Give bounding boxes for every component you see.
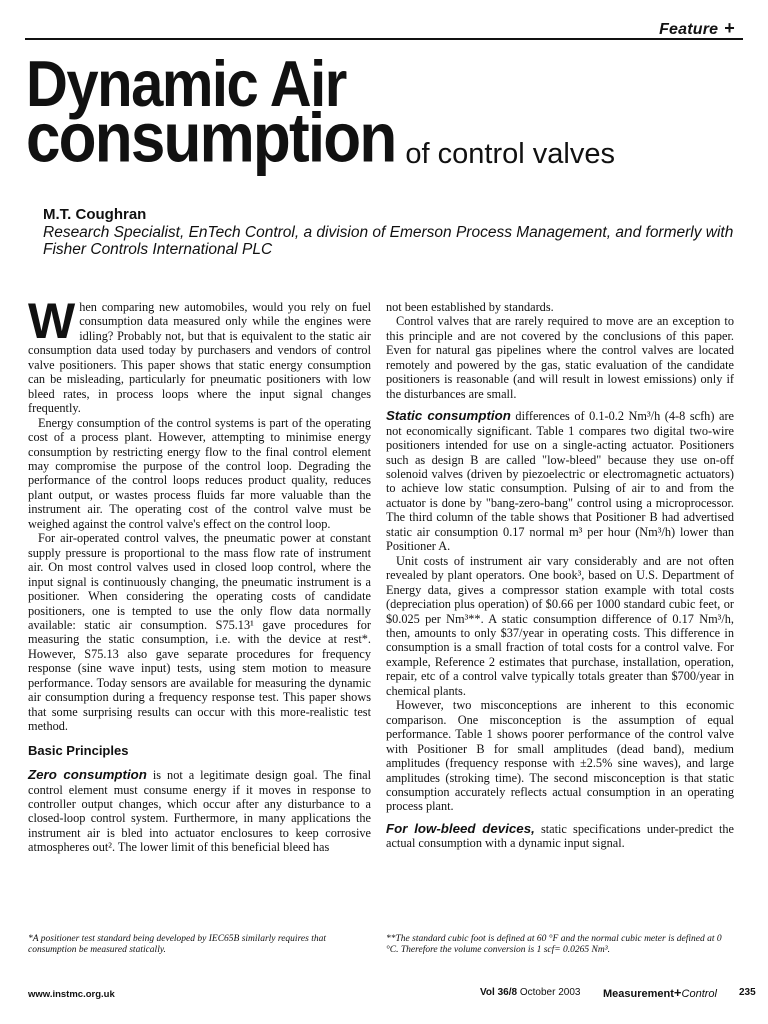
intro-text: hen comparing new automobiles, would you rely on fuel consumption data measured only while the engines were idling? Probably not, but that is equivalent to the static air consumption data used today by purchasers and vendors of control valve positioners. This paper shows that static energy consumption can be misleading, particularly for pneumatic positioners with low bleed rates, in process loops where the input signal changes frequently. — [28, 300, 371, 416]
paragraph: Unit costs of instrument air vary considerably and are not often revealed by plant operators. One book³, based on U.S. Department of Energy data, gives a compressor station example with total costs (depreciation plus operation) of $0.66 per 1000 standard cubic feet, or $0.025 per Nm³**. A static consumption difference of 0.17 Nm³/h, then, amounts to only $37/year in operating costs. This difference in consumption is a small fraction of total costs for a control valve. For example, Reference 2 estimates that purchase, installation, operation, repair, etc of a control valve typically totals greater than $700/year in chemical plants. — [386, 553, 734, 698]
paragraph — [28, 768, 371, 855]
paragraph — [386, 822, 734, 851]
footer-issue — [480, 987, 580, 998]
author-affiliation: Research Specialist, EnTech Control, a division of Emerson Process Management, and formerly with Fisher Controls International PLC — [43, 224, 734, 258]
section-label — [659, 18, 735, 39]
author-name: M.T. Coughran — [43, 206, 147, 223]
right-column — [386, 300, 734, 851]
runin-heading: Static consumption — [386, 408, 511, 424]
section-name: Feature — [659, 21, 719, 38]
paragraph-text: static specifications under-predict the actual consumption with a dynamic input signal. — [386, 821, 734, 851]
paragraph: For air-operated control valves, the pneumatic power at constant supply pressure is proportional to the mass flow rate of instrument air. On most control valves used in closed loop control, where the input signal is continuously changing, the pneumatic instrument is a positioner. When considering the operating costs of candidate positioners, one is tempted to use the only flow data normally available: static air consumption. S75.13¹ gave procedures for measuring the static consumption, i.e. with the device at rest*. However, S75.13 also gave separate procedures for frequency response (sine wave input) tests, using stem motion to measure performance. Today sensors are available for measuring the dynamic air consumption during a frequency response test. This paper shows that some surprising results can occur with this more-realistic test method. — [28, 531, 371, 734]
magazine-name-measurement: Measurement — [603, 988, 674, 1000]
title-line-2 — [26, 100, 615, 178]
paragraph-text: is not a legitimate design goal. The final control element must consume energy if it moves in response to controller output changes, which occur after any disturbance to a closed-loop control system. Furthermore, in many applications the instrument air is bled into actuator enclosures to keep corrosive atmospheres out². The lower limit of this beneficial bleed has — [28, 768, 372, 855]
footnote-right: **The standard cubic foot is defined at 60 °F and the normal cubic meter is defined at 0 °C. Therefore the volume conversion is 1 scf= 0.0265 Nm³. — [386, 934, 722, 955]
paragraph: However, two misconceptions are inherent to this economic comparison. One misconception is the assumption of equal performance. Table 1 shows poorer performance of the control valve with Positioner B for small amplitudes (dead band), medium amplitudes (frequency response with ±2.5% sine waves), and large amplitudes (stroking time). The second misconception is that static consumption accurately reflects actual consumption in an operating process plant. — [386, 698, 734, 814]
runin-heading: For low-bleed devices, — [386, 820, 535, 836]
magazine-name-control: Control — [681, 988, 717, 1000]
paragraph-text: differences of 0.1-0.2 Nm³/h (4-8 scfh) are not economically significant. Table 1 compares two digital two-wire positioners intended for use on a single-acting actuator. Positioners such as design B are called "low-bleed" because they use on-off solenoid valves (driven by piezoelectric or electromagnetic actuators) to achieve low static consumption. Pulsing of air to and from the actuator is done by "bang-zero-bang" control using a microprocessor. The third column of the table shows that Positioner B had advertised static air consumption 0.17 normal m³ per hour (Nm³/h) lower than Positioner A. — [386, 409, 734, 554]
plus-icon: + — [673, 985, 682, 1000]
volume: Vol 36/8 — [480, 987, 518, 998]
title-main-word: consumption — [26, 100, 396, 178]
page-number: 235 — [739, 987, 756, 998]
paragraph: Energy consumption of the control systems is part of the operating cost of a process plant. However, attempting to minimise energy consumption by restricting energy flow to the final control element may compromise the purpose of the control loop. Degrading the performance of the control loops reduces product quality, reduces plant output, or wastes process fluids far more valuable than the instrument air. The operating cost of the control valve must be weighed against the control valve's effect on the control loop. — [28, 415, 371, 531]
paragraph — [386, 409, 734, 554]
paragraph: Control valves that are rarely required to move are an exception to this principle and are not covered by the conclusions of this paper. Even for natural gas pipelines where the control valves are located remotely and powered by the gas, static evaluation of the candidate positioners is reasonable (and will result in lowest emissions) only if the disturbances are small. — [386, 314, 734, 401]
left-column — [28, 293, 372, 855]
magazine-logo — [603, 985, 717, 1000]
issue-date: October 2003 — [519, 987, 581, 998]
section-heading: Basic Principles — [28, 742, 129, 758]
footnote-left: *A positioner test standard being developed by IEC65B similarly requires that consumption be measured statically. — [28, 934, 326, 955]
runin-heading: Zero consumption — [28, 767, 147, 783]
footer-url[interactable]: www.instmc.org.uk — [28, 989, 115, 1000]
drop-cap: W — [28, 293, 76, 349]
title-subtitle: of control valves — [405, 138, 615, 170]
intro-paragraph — [28, 293, 371, 416]
header-rule — [25, 38, 743, 40]
paragraph: not been established by standards. — [386, 300, 554, 314]
plus-icon: + — [724, 18, 735, 38]
title-line-1: Dynamic Air — [26, 47, 346, 121]
